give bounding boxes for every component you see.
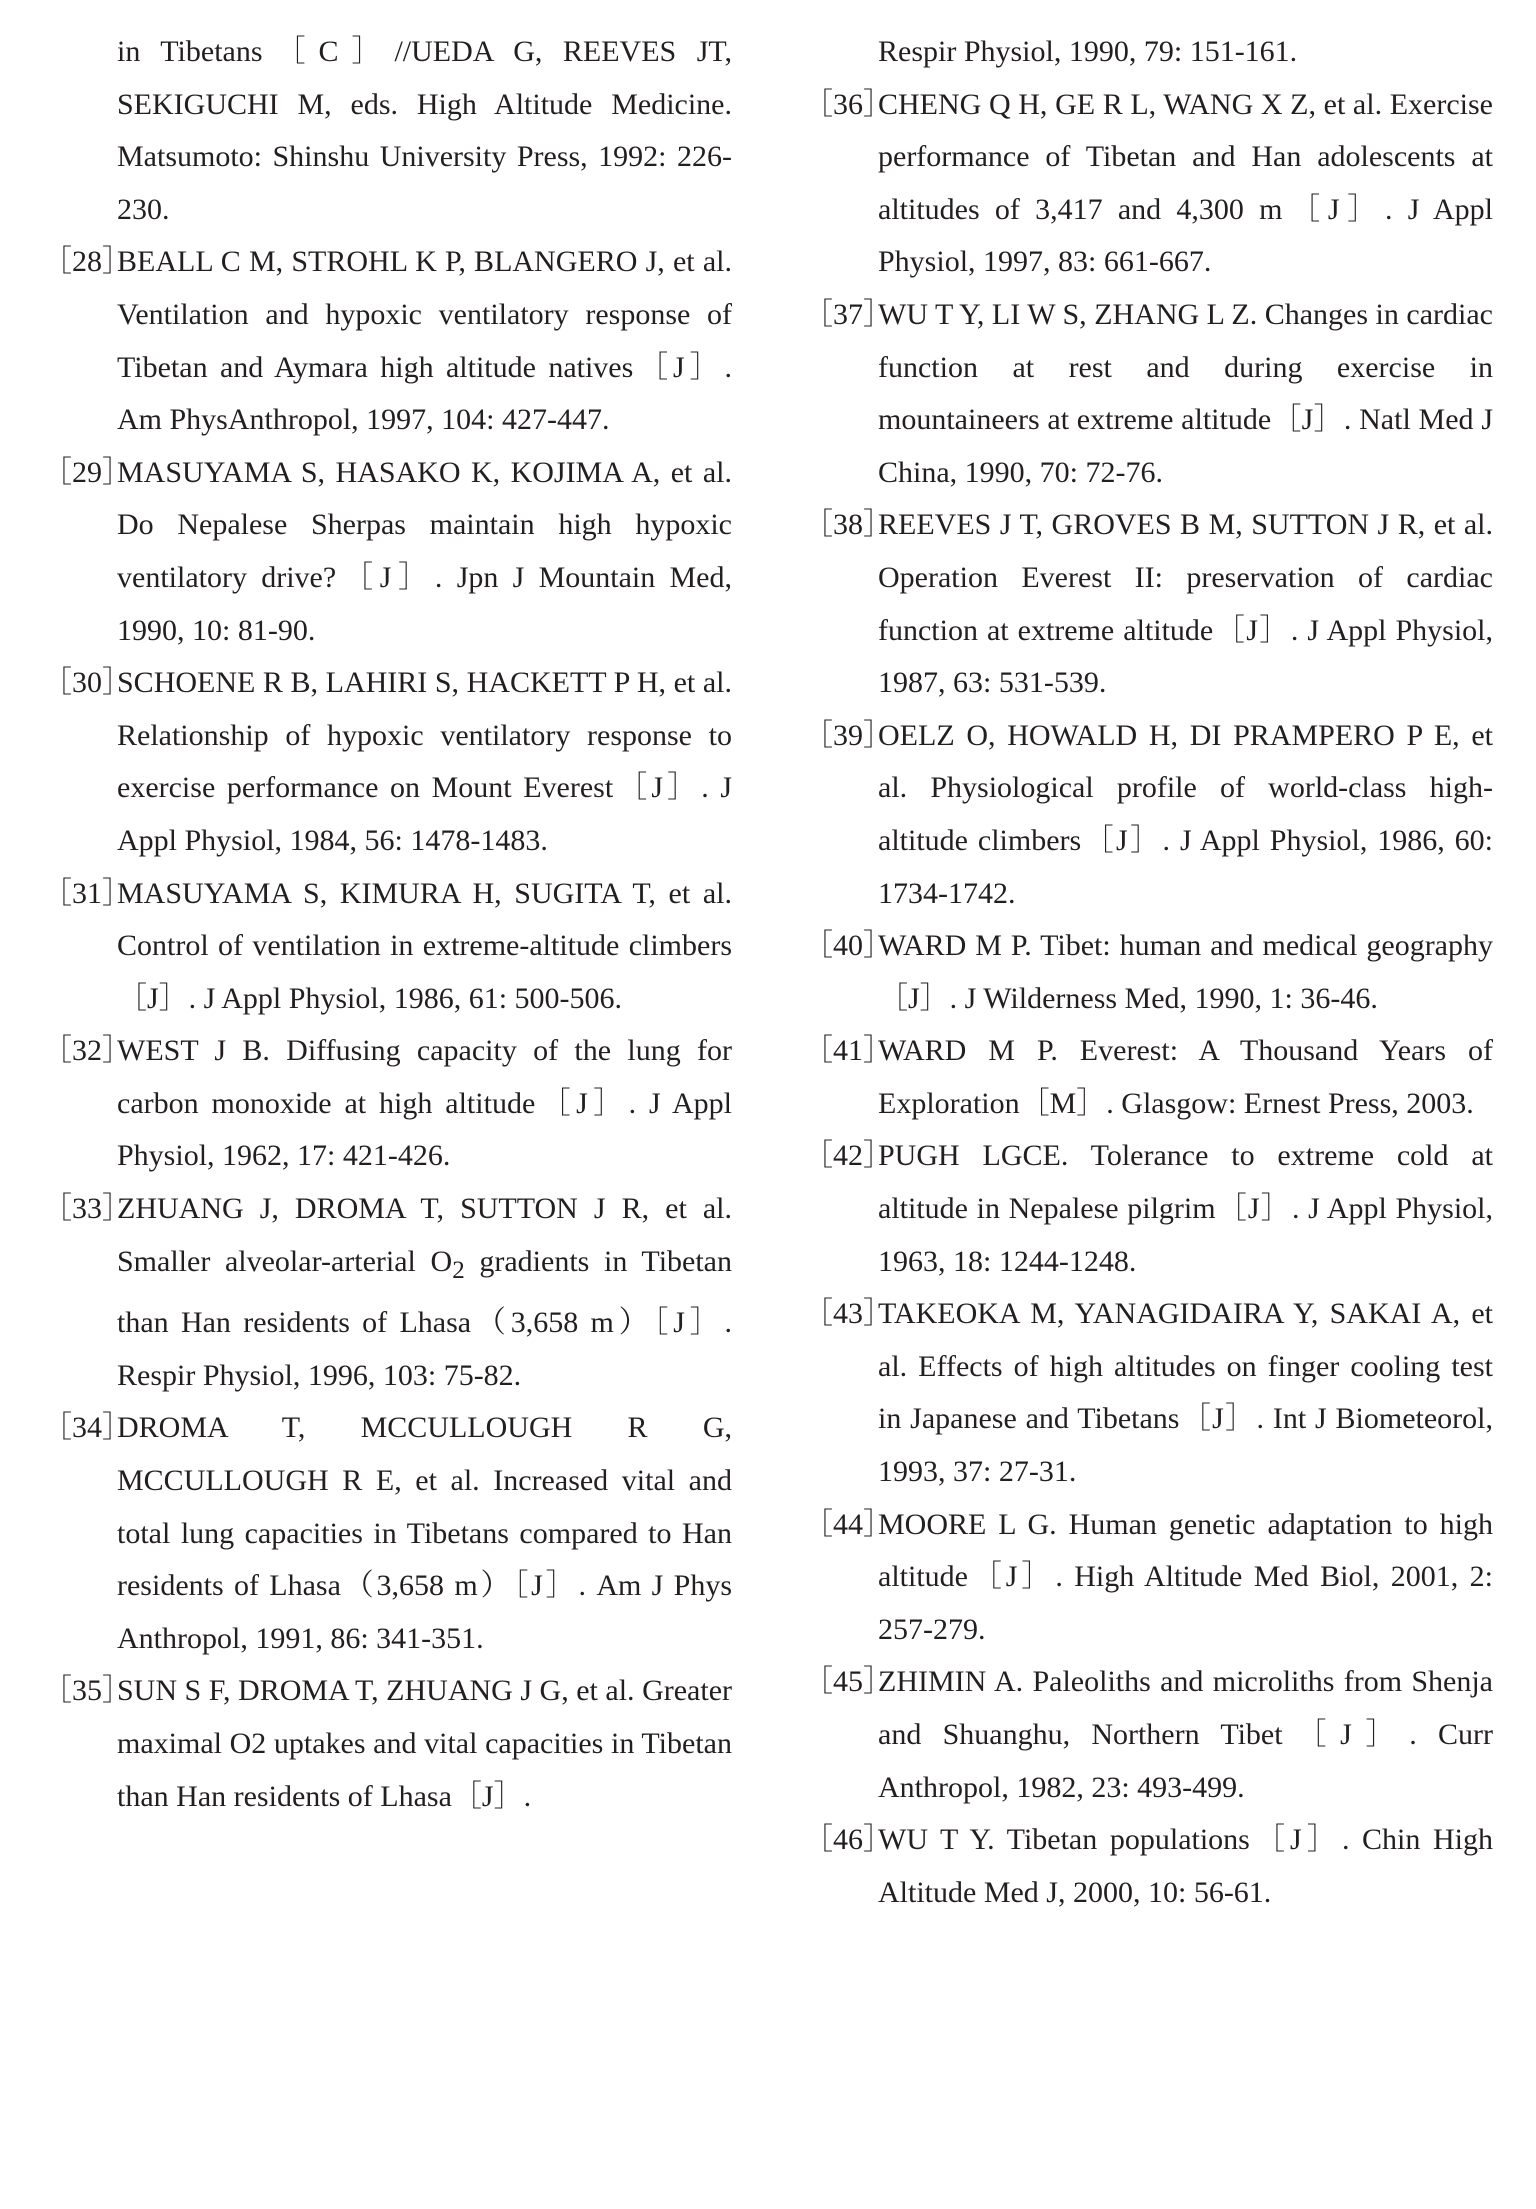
reference-number: ［34］ — [42, 1411, 132, 1445]
reference-number: ［31］ — [42, 876, 132, 910]
reference-item — [803, 1499, 1493, 1657]
reference-number: ［40］ — [803, 929, 893, 963]
reference-text: Respir Physiol, 1990, 79: 151-161. — [878, 35, 1298, 68]
reference-number: ［46］ — [803, 1823, 893, 1857]
reference-number: ［39］ — [803, 718, 893, 752]
reference-item — [803, 1288, 1493, 1498]
reference-number: ［44］ — [803, 1507, 893, 1541]
reference-item — [42, 868, 732, 1026]
reference-item — [42, 1025, 732, 1183]
reference-text: TAKEOKA M, YANAGIDAIRA Y, SAKAI A, et al. Effects of high altitudes on finger cooling test in Japanese and Tibetans［J］. Int J Biometeorol, 1993, 37: 27-31. — [878, 1297, 1493, 1489]
reference-number: ［41］ — [803, 1034, 893, 1068]
reference-number: ［29］ — [42, 455, 132, 489]
reference-text: WU T Y. Tibetan populations［J］. Chin High Altitude Med J, 2000, 10: 56-61. — [878, 1823, 1493, 1909]
reference-item — [803, 920, 1493, 1025]
reference-text: SCHOENE R B, LAHIRI S, HACKETT P H, et al. Relationship of hypoxic ventilatory response to exercise performance on Mount Everest［J］. J Appl Physiol, 1984, 56: 1478-1483. — [117, 666, 732, 857]
reference-item — [803, 710, 1493, 920]
reference-text: PUGH LGCE. Tolerance to extreme cold at altitude in Nepalese pilgrim［J］. J Appl Physiol, 1963, 18: 1244-1248. — [878, 1139, 1493, 1278]
reference-continuation — [803, 26, 1493, 79]
reference-text: CHENG Q H, GE R L, WANG X Z, et al. Exercise performance of Tibetan and Han adolescents at altitudes of 3,417 and 4,300 m［J］. J Appl Physiol, 1997, 83: 661-667. — [878, 87, 1493, 279]
reference-number: ［38］ — [803, 508, 893, 542]
reference-text-part: gradients in Tibetan than Han residents of Lhasa（3,658 m）［J］. Respir Physiol, 1996, 103: 75-82. — [117, 1244, 732, 1392]
reference-text — [117, 1183, 732, 1402]
subscript: 2 — [452, 1256, 465, 1284]
reference-item — [803, 1130, 1493, 1288]
reference-text: WARD M P. Everest: A Thousand Years of Exploration［M］. Glasgow: Ernest Press, 2003. — [878, 1034, 1493, 1120]
reference-item — [42, 1665, 732, 1823]
reference-item — [42, 236, 732, 446]
reference-number: ［43］ — [803, 1297, 893, 1331]
reference-item — [803, 1656, 1493, 1814]
reference-number: ［45］ — [803, 1665, 893, 1699]
reference-text-part: ZHUANG J, DROMA T, SUTTON J R, et al. Smaller alveolar-arterial O — [117, 1192, 732, 1278]
reference-column-left — [42, 26, 732, 1823]
reference-number: ［35］ — [42, 1674, 132, 1708]
reference-text: MASUYAMA S, KIMURA H, SUGITA T, et al. Control of ventilation in extreme-altitude climbers［J］. J Appl Physiol, 1986, 61: 500-506. — [117, 876, 732, 1015]
reference-text: BEALL C M, STROHL K P, BLANGERO J, et al. Ventilation and hypoxic ventilatory response of Tibetan and Aymara high altitude natives［J］. Am PhysAnthropol, 1997, 104: 427-447. — [117, 245, 732, 437]
reference-item — [42, 1402, 732, 1665]
reference-column-right — [803, 26, 1493, 1919]
reference-number: ［37］ — [803, 297, 893, 331]
reference-item — [803, 1025, 1493, 1130]
reference-text: REEVES J T, GROVES B M, SUTTON J R, et al. Operation Everest II: preservation of cardiac function at extreme altitude［J］. J Appl Physiol, 1987, 63: 531-539. — [878, 508, 1493, 700]
reference-text: WARD M P. Tibet: human and medical geography［J］. J Wilderness Med, 1990, 1: 36-46. — [878, 929, 1493, 1015]
reference-item — [42, 657, 732, 867]
reference-item — [42, 1183, 732, 1402]
reference-number: ［30］ — [42, 666, 132, 700]
reference-item — [803, 289, 1493, 499]
reference-text: SUN S F, DROMA T, ZHUANG J G, et al. Greater maximal O2 uptakes and vital capacities in Tibetan than Han residents of Lhasa［J］. — [117, 1674, 732, 1813]
reference-text: MOORE L G. Human genetic adaptation to high altitude［J］. High Altitude Med Biol, 2001, 2: 257-279. — [878, 1507, 1493, 1646]
reference-text: in Tibetans［C］//UEDA G, REEVES JT, SEKIGUCHI M, eds. High Altitude Medicine. Matsumoto: Shinshu University Press, 1992: 226-230. — [117, 35, 732, 226]
reference-text: ZHIMIN A. Paleoliths and microliths from Shenja and Shuanghu, Northern Tibet［J］. Curr Anthropol, 1982, 23: 493-499. — [878, 1665, 1493, 1804]
reference-text: WEST J B. Diffusing capacity of the lung for carbon monoxide at high altitude［J］. J Appl Physiol, 1962, 17: 421-426. — [117, 1034, 732, 1173]
reference-text: MASUYAMA S, HASAKO K, KOJIMA A, et al. Do Nepalese Sherpas maintain high hypoxic ventilatory drive?［J］. Jpn J Mountain Med, 1990, 10: 81-90. — [117, 455, 732, 647]
reference-number: ［36］ — [803, 87, 893, 121]
reference-item — [42, 447, 732, 657]
reference-continuation — [42, 26, 732, 236]
reference-number: ［28］ — [42, 245, 132, 279]
reference-number: ［33］ — [42, 1192, 132, 1226]
reference-item — [803, 1814, 1493, 1919]
reference-text: DROMA T, MCCULLOUGH R G, MCCULLOUGH R E, et al. Increased vital and total lung capacities in Tibetans compared to Han residents of Lhasa（3,658 m）［J］. Am J Phys Anthropol, 1991, 86: 341-351. — [117, 1411, 732, 1655]
reference-text: WU T Y, LI W S, ZHANG L Z. Changes in cardiac function at rest and during exercise in mountaineers at extreme altitude［J］. Natl Med J China, 1990, 70: 72-76. — [878, 297, 1493, 489]
reference-item — [803, 79, 1493, 289]
reference-item — [803, 499, 1493, 709]
reference-number: ［42］ — [803, 1139, 893, 1173]
reference-number: ［32］ — [42, 1034, 132, 1068]
reference-text: OELZ O, HOWALD H, DI PRAMPERO P E, et al. Physiological profile of world-class high-altitude climbers［J］. J Appl Physiol, 1986, 60: 1734-1742. — [878, 718, 1493, 910]
